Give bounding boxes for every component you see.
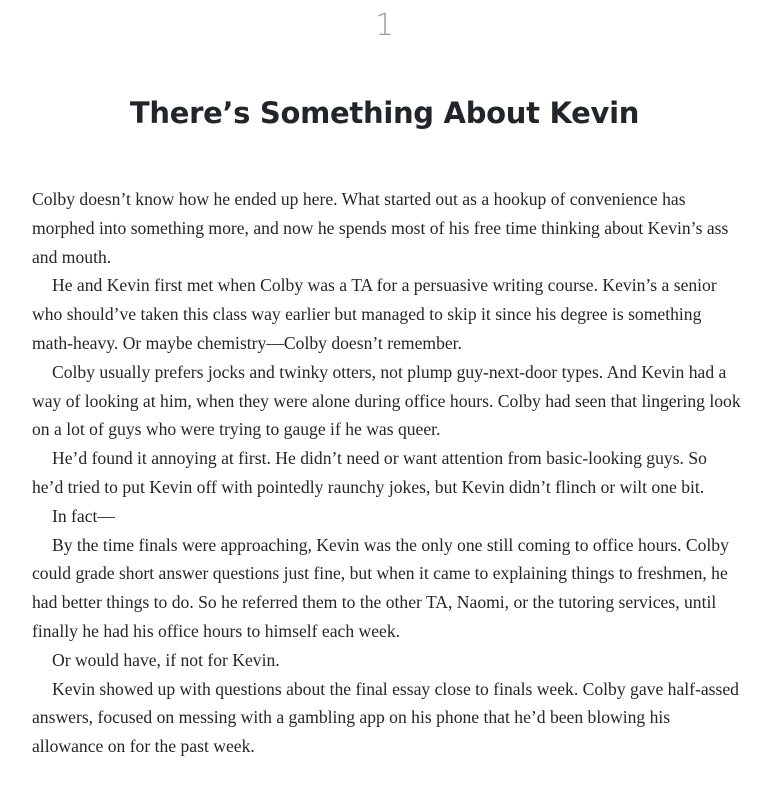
paragraph-5: In fact—	[52, 505, 116, 526]
paragraph-4: He’d found it annoying at first. He didn’t need or want attention from basic-looking guys. So he’d tried to put Kevin off with pointedly raunchy jokes, but Kevin didn’t flinch or wilt one bit.	[32, 448, 707, 497]
chapter-title: There’s Something About Kevin	[129, 96, 640, 130]
paragraph-6: By the time finals were approaching, Kevin was the only one still coming to office hours. Colby could grade short answer questions just fine, but when it came to explaining things to freshmen, he had better things to do. So he referred them to the other TA, Naomi, or the tutoring services, until finally he had his office hours to himself each week.	[32, 534, 729, 641]
paragraph-8: Kevin showed up with questions about the final essay close to finals week. Colby gave half-assed answers, focused on messing with a gambling app on his phone that he’d been blowing his allowance on for the past week.	[32, 678, 739, 757]
chapter-number: 1	[374, 8, 395, 43]
paragraph-7: Or would have, if not for Kevin.	[52, 649, 280, 670]
chapter-body	[32, 185, 742, 761]
paragraph-2: He and Kevin first met when Colby was a TA for a persuasive writing course. Kevin’s a senior who should’ve taken this class way earlier but managed to skip it since his degree is something math-heavy. Or maybe chemistry—Colby doesn’t remember.	[32, 275, 717, 353]
paragraph-3: Colby usually prefers jocks and twinky otters, not plump guy-next-door types. And Kevin had a way of looking at him, when they were alone during office hours. Colby had seen that lingering look on a lot of guys who were trying to gauge if he was queer.	[32, 361, 741, 440]
paragraph-1: Colby doesn’t know how he ended up here. What started out as a hookup of convenience has morphed into something more, and now he spends most of his free time thinking about Kevin’s ass and mouth.	[32, 189, 729, 267]
